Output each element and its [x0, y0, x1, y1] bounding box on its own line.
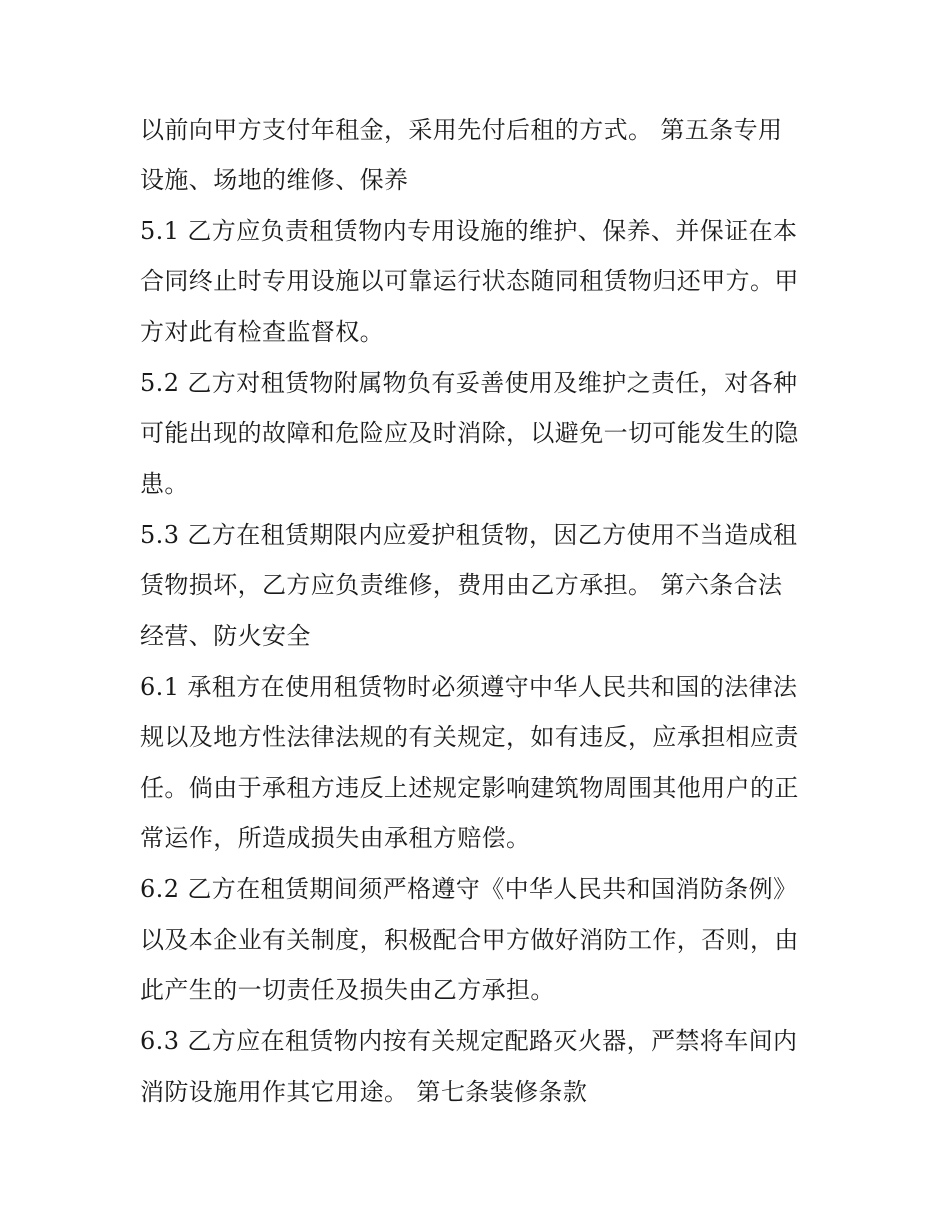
text-line: 6.1 承租方在使用租赁物时必须遵守中华人民共和国的法律法 [140, 673, 798, 701]
text-line: 5.3 乙方在租赁期限内应爱护租赁物，因乙方使用不当造成租 [140, 521, 798, 549]
text-line: 可能出现的故障和危险应及时消除，以避免一切可能发生的隐 [140, 419, 799, 447]
text-line: 消防设施用作其它用途。 第七条装修条款 [140, 1078, 588, 1106]
text-line: 赁物损坏，乙方应负责维修，费用由乙方承担。 第六条合法 [140, 571, 783, 599]
text-line: 5.1 乙方应负责租赁物内专用设施的维护、保养、并保证在本 [140, 217, 798, 245]
text-line: 经营、防火安全 [140, 622, 311, 650]
text-line: 规以及地方性法律法规的有关规定，如有违反，应承担相应责 [140, 723, 799, 751]
text-line: 5.2 乙方对租赁物附属物负有妥善使用及维护之责任，对各种 [140, 369, 798, 397]
text-line: 6.2 乙方在租赁期间须严格遵守《中华人民共和国消防条例》 [140, 875, 798, 903]
text-line: 此产生的一切责任及损失由乙方承担。 [140, 976, 555, 1004]
text-line: 患。 [140, 470, 189, 498]
text-line: 任。倘由于承租方违反上述规定影响建筑物周围其他用户的正 [140, 774, 799, 802]
text-line: 设施、场地的维修、保养 [140, 166, 409, 194]
text-line: 以前向甲方支付年租金，采用先付后租的方式。 第五条专用 [140, 116, 783, 144]
text-line: 6.3 乙方应在租赁物内按有关规定配路灭火器，严禁将车间内 [140, 1027, 798, 1055]
text-line: 常运作，所造成损失由承租方赔偿。 [140, 824, 531, 852]
text-line: 合同终止时专用设施以可靠运行状态随同租赁物归还甲方。甲 [140, 267, 799, 295]
text-line: 以及本企业有关制度，积极配合甲方做好消防工作，否则，由 [140, 926, 799, 954]
text-line: 方对此有检查监督权。 [140, 318, 384, 346]
